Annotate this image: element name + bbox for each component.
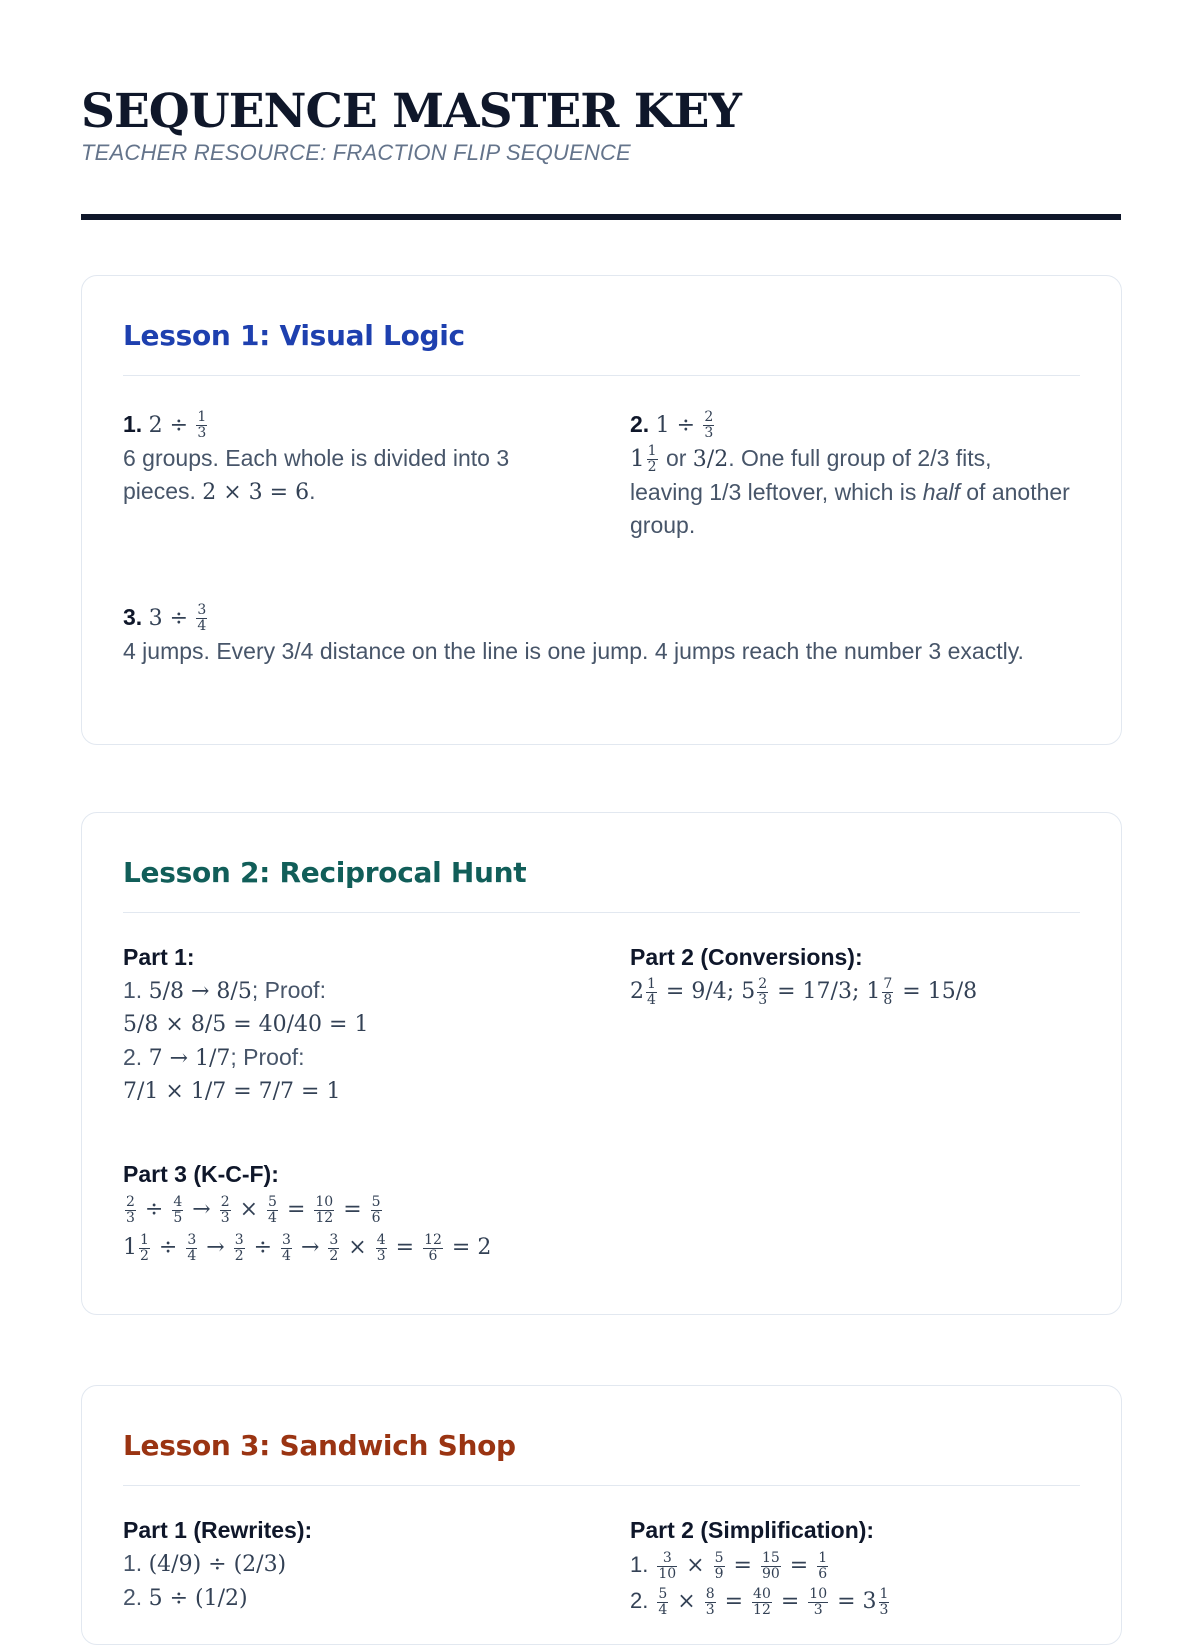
l3-part1-line2-number: 2.: [123, 1584, 143, 1610]
part1-line3-number: 2.: [123, 1044, 143, 1070]
lesson-2-divider: [123, 912, 1080, 913]
lesson-3-title: Lesson 3: Sandwich Shop: [123, 1429, 516, 1462]
q3-number: 3.: [123, 604, 143, 630]
q2-mixed-fraction: $\frac{1}{2}$: [647, 443, 657, 476]
l3-part2-line2: 2. $\frac{5}{4}$ × $\frac{8}{3}$ = $\frac{40}{12}$ = $\frac{10}{3}$ = 3 $\frac{1}{3}$: [630, 1585, 889, 1618]
lesson-1-card: [81, 275, 1122, 745]
lesson-2-card: [81, 812, 1122, 1315]
lesson-1-q3: [123, 599, 1073, 668]
part1-line2-math: 5/8 × 8/5 = 40/40 = 1: [123, 1012, 369, 1037]
lesson-2-part2: [630, 941, 1090, 1010]
lesson-3-part2: [630, 1514, 1090, 1619]
lesson-1-title: Lesson 1: Visual Logic: [123, 319, 465, 352]
q2-answer-b: of another group.: [630, 479, 1070, 538]
lesson-1-q1: [123, 406, 563, 509]
q1-fraction: $\frac{1}{3}$: [197, 409, 207, 442]
part1-line3-math: 7 → 1/7: [148, 1046, 231, 1071]
q2-answer-emphasis: half: [922, 479, 960, 505]
l3-part1-label: Part 1 (Rewrites):: [123, 1517, 313, 1543]
q2-alt: 3/2: [692, 447, 729, 472]
lesson-2-part1: [123, 941, 583, 1108]
q2-mixed-whole: 1: [630, 446, 645, 472]
part1-line1-text: ; Proof:: [251, 977, 326, 1003]
q1-answer: 6 groups. Each whole is divided into 3 pieces.: [123, 445, 510, 504]
document-header: [81, 84, 1121, 166]
q3-fraction: $\frac{3}{4}$: [197, 602, 207, 635]
part1-line3-text: ; Proof:: [230, 1044, 305, 1070]
header-rule: [81, 214, 1121, 220]
q1-math: 2 × 3 = 6: [202, 480, 310, 505]
l3-part1-line1-math: (4/9) ÷ (2/3): [148, 1552, 287, 1577]
part1-label: Part 1:: [123, 944, 195, 970]
part3-label: Part 3 (K-C-F):: [123, 1161, 279, 1187]
q1-number: 1.: [123, 411, 143, 437]
q1-period: .: [309, 478, 316, 504]
q2-answer-a: . One full group of 2/3 fits, leaving 1/3 leftover, which is: [630, 445, 992, 505]
q2-or: or: [665, 445, 687, 471]
part2-conversions: 2 $\frac{1}{4}$ = 9/4; 5 $\frac{2}{3}$ = 17/3; 1 $\frac{7}{8}$ = 15/8: [630, 975, 978, 1008]
page-title: SEQUENCE MASTER KEY: [81, 84, 741, 139]
q3-expression: 3 ÷: [148, 606, 189, 631]
l3-part2-line1: 1. $\frac{3}{10}$ × $\frac{5}{9}$ = $\frac{15}{90}$ = $\frac{1}{6}$: [630, 1549, 828, 1582]
q3-answer: 4 jumps. Every 3/4 distance on the line is one jump. 4 jumps reach the number 3 exactly.: [123, 638, 1024, 664]
l3-part1-line2-math: 5 ÷ (1/2): [148, 1586, 248, 1611]
part1-line1-number: 1.: [123, 977, 143, 1003]
part2-label: Part 2 (Conversions):: [630, 944, 863, 970]
part1-line1-math: 5/8 → 8/5: [148, 979, 252, 1004]
q2-fraction: $\frac{2}{3}$: [704, 409, 714, 442]
lesson-1-divider: [123, 375, 1080, 376]
part3-row2: 1 $\frac{1}{2}$ ÷ $\frac{3}{4}$ → $\frac{3}{2}$ ÷ $\frac{3}{4}$ → $\frac{3}{2}$ × $\frac{4}{3}$ = $\frac{12}{6}$ = 2: [123, 1231, 492, 1264]
q2-expression: 1 ÷: [655, 413, 696, 438]
lesson-3-card: [81, 1385, 1122, 1645]
lesson-1-q2: [630, 406, 1070, 542]
q1-expression: 2 ÷: [148, 413, 189, 438]
q2-number: 2.: [630, 411, 650, 437]
lesson-3-part1: [123, 1514, 583, 1615]
page-subtitle: TEACHER RESOURCE: FRACTION FLIP SEQUENCE: [81, 140, 631, 165]
lesson-2-title: Lesson 2: Reciprocal Hunt: [123, 856, 527, 889]
l3-part2-label: Part 2 (Simplification):: [630, 1517, 875, 1543]
l3-part1-line1-number: 1.: [123, 1550, 143, 1576]
lesson-2-part3: [123, 1158, 1023, 1267]
part3-row1: $\frac{2}{3}$ ÷ $\frac{4}{5}$ → $\frac{2}{3}$ × $\frac{5}{4}$ = $\frac{10}{12}$ = $\frac{5}{6}$: [126, 1193, 381, 1226]
part1-line4-math: 7/1 × 1/7 = 7/7 = 1: [123, 1079, 341, 1104]
lesson-3-divider: [123, 1485, 1080, 1486]
